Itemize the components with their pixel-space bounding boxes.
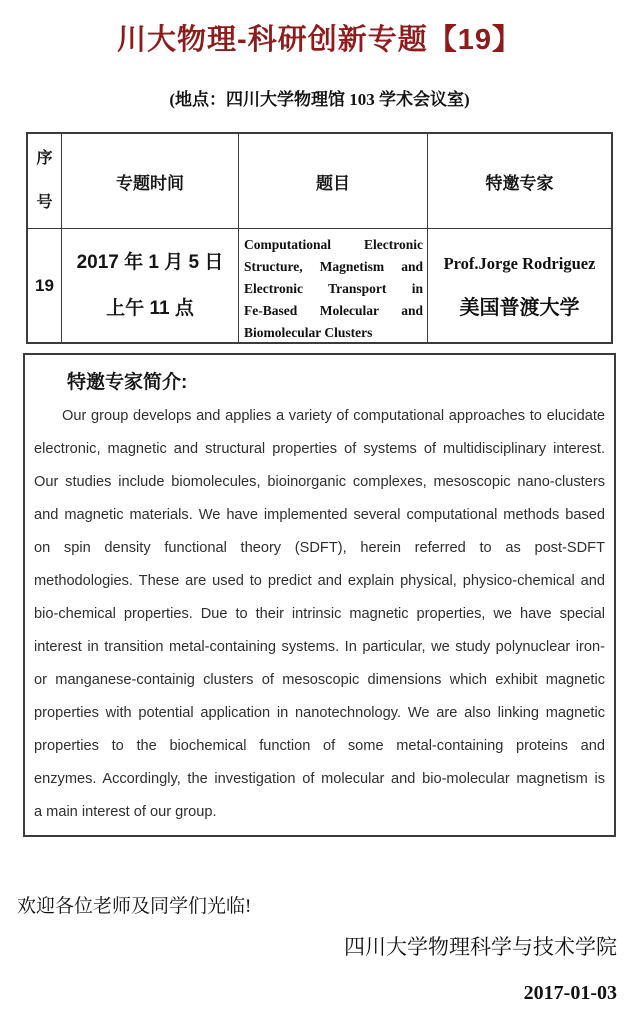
expert-affiliation: 美国普渡大学	[459, 296, 580, 319]
text-line: properties to the biochemical function of some metal-containing proteins and	[34, 738, 605, 754]
welcome-line: 欢迎各位老师及同学们光临!	[17, 896, 252, 917]
text-line: Fe-Based Molecular and	[244, 303, 423, 318]
text-line: Our group develops and applies a variety of computational approaches to elucidate	[62, 408, 605, 424]
cell-topic	[239, 229, 428, 342]
header-label-expert: 特邀专家	[485, 173, 554, 193]
header-label-time: 专题时间	[116, 173, 184, 193]
text-line: or manganese-containig clusters of mesoscopic dimensions which exhibit magnetic	[34, 672, 605, 688]
table-row	[28, 229, 611, 342]
header-cell-topic	[239, 134, 428, 228]
bio-heading: 特邀专家简介:	[67, 372, 188, 393]
seminar-number: 19	[35, 275, 54, 295]
cell-time	[62, 229, 239, 342]
seminar-table	[26, 132, 613, 344]
expert-name: Prof.Jorge Rodriguez	[443, 253, 596, 273]
text-line: enzymes. Accordingly, the investigation of molecular and bio-molecular magnetism is	[34, 771, 605, 787]
page-title: 川大物理-科研创新专题【19】	[117, 24, 522, 56]
signature-line: 四川大学物理科学与技术学院	[344, 935, 617, 959]
header-cell-time	[62, 134, 239, 228]
expert-bio-box	[23, 353, 616, 837]
header-label-topic: 题目	[316, 173, 350, 193]
text-line: Our studies include biomolecules, bioinorganic complexes, mesoscopic nano-clusters	[34, 474, 605, 490]
text-line: Structure, Magnetism and	[244, 259, 423, 274]
seminar-hour: 上午 11 点	[106, 297, 194, 319]
text-line: methodologies. These are used to predict and explain physical, physico-chemical and	[34, 573, 605, 589]
text-line: a main interest of our group.	[34, 804, 217, 820]
location-subtitle: (地点：四川大学物理馆 103 学术会议室)	[169, 90, 470, 109]
text-line: on spin density functional theory (SDFT), herein referred to as post-SDFT	[34, 540, 605, 556]
table-header-row	[28, 134, 611, 229]
seminar-date: 2017 年 1 月 5 日	[76, 251, 224, 273]
header-cell-expert	[428, 134, 611, 228]
cell-index	[28, 229, 62, 342]
date-line: 2017-01-03	[523, 982, 617, 1004]
bio-paragraph	[25, 400, 614, 829]
text-line: bio-chemical properties. Due to their intrinsic magnetic properties, we have special	[34, 606, 605, 622]
text-line: interest in transition metal-containing systems. In particular, we study polynuclear iron-	[34, 639, 605, 655]
text-line: Computational Electronic	[244, 237, 423, 252]
header-label-index: 序号	[36, 150, 53, 211]
header-cell-index	[28, 134, 62, 228]
cell-expert	[428, 229, 611, 342]
text-line: Electronic Transport in	[244, 281, 423, 296]
text-line: electronic, magnetic and structural properties of systems of multidisciplinary interest.	[34, 441, 605, 457]
text-line: and magnetic materials. We have implemented several computational methods based	[34, 507, 605, 523]
text-line: Biomolecular Clusters	[244, 325, 373, 340]
text-line: properties with potential application in nanotechnology. We are also linking magnetic	[34, 705, 605, 721]
